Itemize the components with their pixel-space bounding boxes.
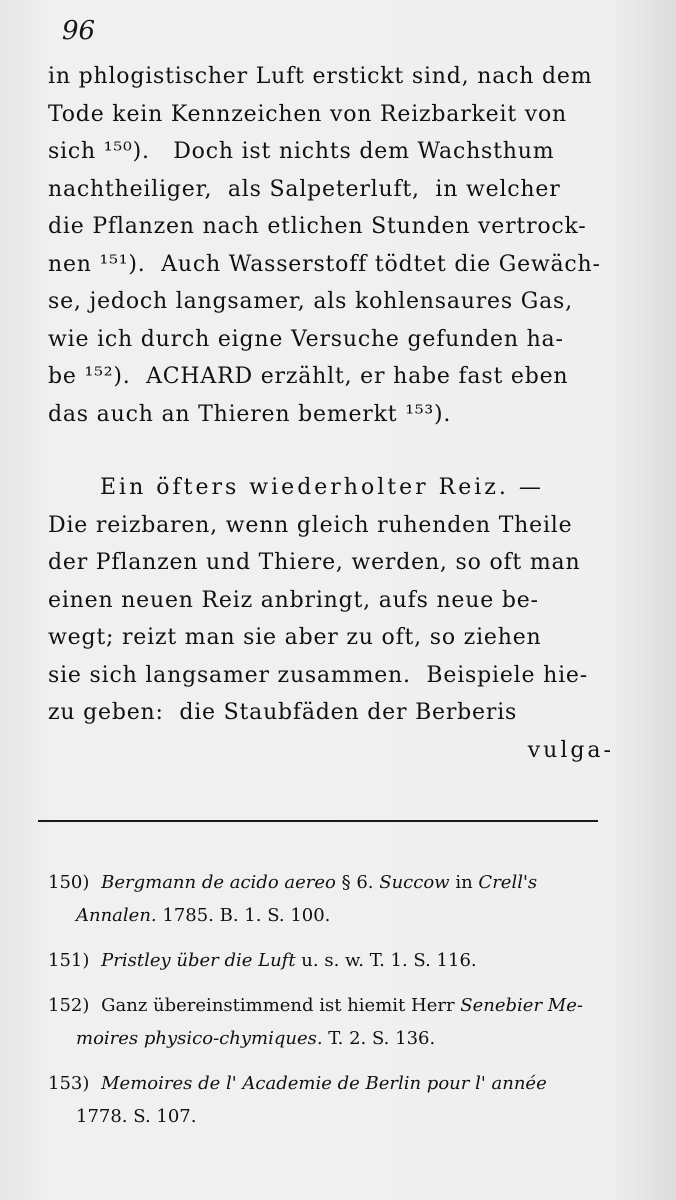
footnote-text: T. 2. S. 136. [328,1028,436,1049]
page-number: 96 [62,16,96,46]
footnote-divider [38,820,598,822]
section-heading-line: Ein öfters wiederholter Reiz. — [100,475,544,500]
footnote-152 [48,989,618,1055]
text-line: in phlogistischer Luft erstickt sind, nach dem [48,64,593,89]
footnote-text: Ganz übereinstimmend ist hiemit Herr [101,995,455,1016]
text-line: wie ich durch eigne Versuche gefunden ha- [48,326,564,352]
paragraph-gap [48,433,614,469]
text-line: nachtheiliger, als Salpeterluft, in welcher [48,176,561,202]
text-line: sich ¹⁵⁰). Doch ist nichts dem Wachsthum [48,139,555,164]
footnotes [48,866,618,1145]
footnote-text: 1785. B. 1. S. 100. [162,905,331,926]
text-line: der Pflanzen und Thiere, werden, so oft man [48,550,581,575]
main-text [48,58,614,769]
footnote-citation: Bergmann de acido aereo [101,872,336,893]
footnote-citation: Succow [379,872,450,893]
footnote-150 [48,866,618,932]
footnote-citation: Senebier Me- [460,995,583,1016]
footnote-citation: Pristley über die Luft [101,950,296,971]
footnote-citation: Memoires de l' Academie de Berlin pour l' année [101,1073,547,1094]
text-line: Tode kein Kennzeichen von Reizbarkeit von [48,101,568,127]
text-line: nen ¹⁵¹). Auch Wasserstoff tödtet die Gewäch- [48,251,601,277]
footnote-151 [48,944,618,977]
footnote-citation: Crell's [478,872,538,893]
text-line: einen neuen Reiz anbringt, aufs neue be- [48,587,539,613]
footnote-number: 151) [48,950,90,971]
footnote-citation: moires physico-chymiques. [76,1028,323,1049]
text-line: die Pflanzen nach etlichen Stunden vertrock- [48,214,587,239]
footnote-text: in [455,872,473,893]
footnote-text: u. s. w. T. 1. S. 116. [301,950,477,971]
text-line: be ¹⁵²). ACHARD erzählt, er habe fast eben [48,364,569,389]
footnote-text: 1778. S. 107. [76,1106,197,1127]
text-line: das auch an Thieren bemerkt ¹⁵³). [48,401,452,427]
footnote-citation: Annalen. [76,905,157,926]
footnote-text: § 6. [341,872,374,893]
text-line: Die reizbaren, wenn gleich ruhenden Theile [48,512,573,538]
footnote-153 [48,1067,618,1133]
footnote-number: 152) [48,995,90,1016]
catchword: vulga- [527,737,614,763]
footnote-number: 153) [48,1073,90,1094]
footnote-number: 150) [48,872,90,893]
text-line: sie sich langsamer zusammen. Beispiele hie- [48,662,588,688]
text-line: wegt; reizt man sie aber zu oft, so ziehen [48,625,542,650]
text-line: se, jedoch langsamer, als kohlensaures Gas, [48,289,573,314]
text-line: zu geben: die Staubfäden der Berberis [48,700,518,725]
